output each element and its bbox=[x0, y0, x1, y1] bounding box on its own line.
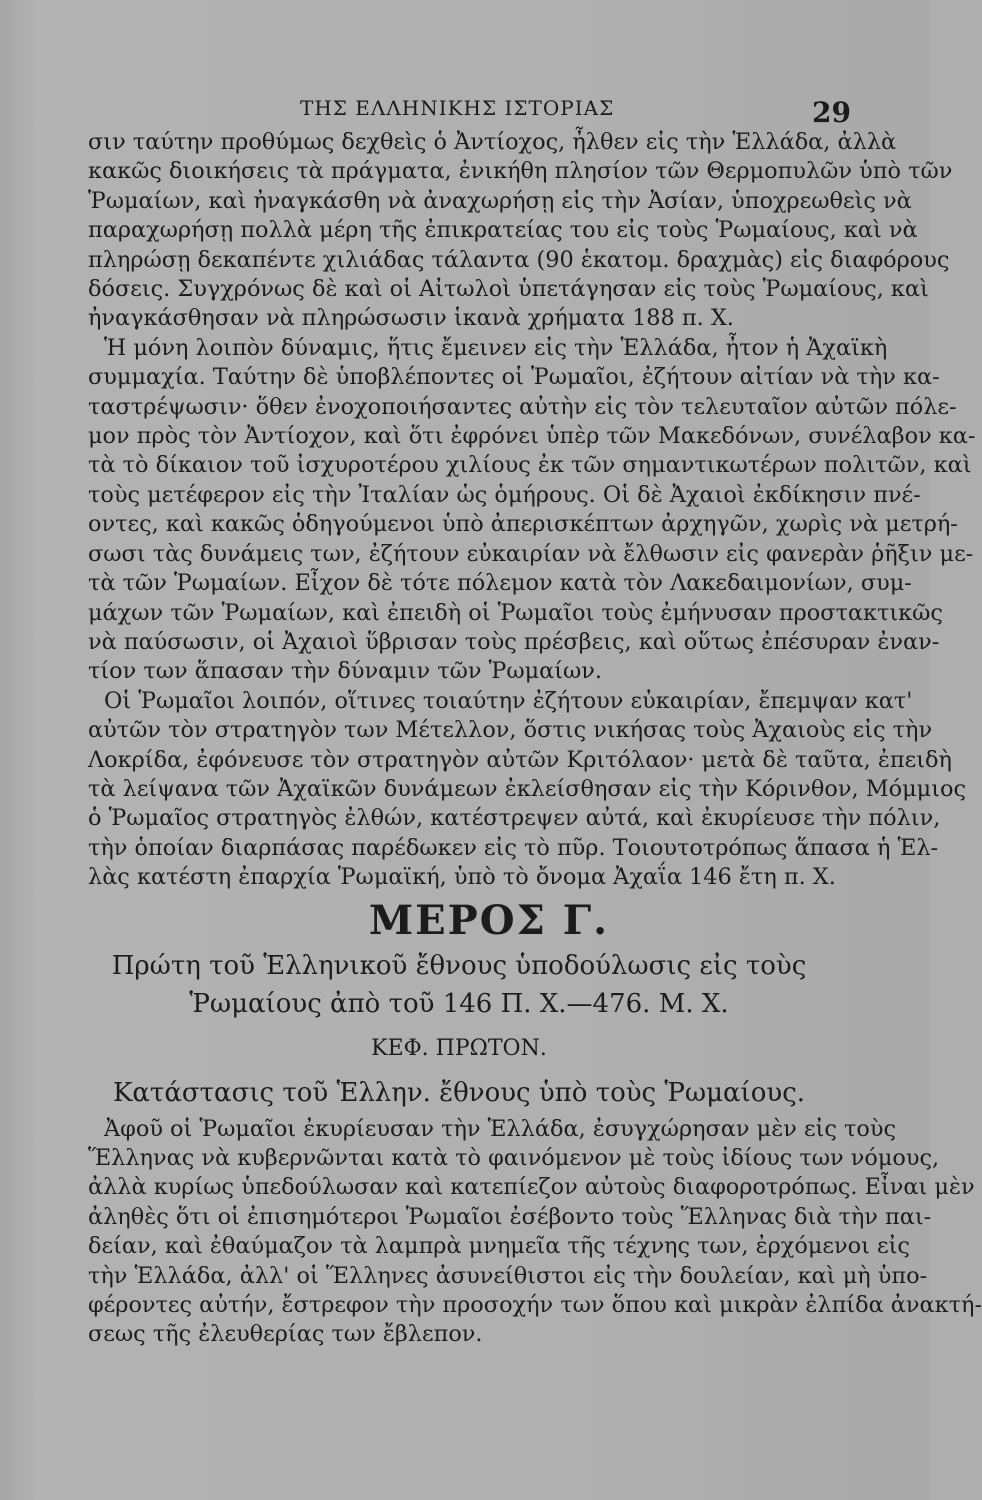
text-line: οντες, καὶ κακῶς ὁδηγούμενοι ὑπὸ ἀπερισκέπτων ἀρχηγῶν, χωρὶς νὰ μετρή- bbox=[88, 511, 958, 538]
text-line: τὰ λείψανα τῶν Ἀχαϊκῶν δυνάμεων ἐκλείσθησαν εἰς τὴν Κόρινθον, Μόμμιος bbox=[88, 775, 967, 802]
text-line: λὰς κατέστη ἐπαρχία Ῥωμαϊκή, ὑπὸ τὸ ὄνομα Ἀχαΐα 146 ἔτη π. Χ. bbox=[88, 864, 836, 891]
text-line: αὐτῶν τὸν στρατηγὸν των Μέτελλον, ὅστις νικήσας τοὺς Ἀχαιοὺς εἰς τὴν bbox=[88, 717, 933, 744]
chapter-subtitle: Κατάστασις τοῦ Ἑλλην. ἔθνους ὑπὸ τοὺς Ῥωμαίους. bbox=[112, 1077, 806, 1108]
text-line: τὰ τὸ δίκαιον τοῦ ἰσχυροτέρου χιλίους ἐκ τῶν σημαντικωτέρων πολιτῶν, καὶ bbox=[88, 452, 972, 479]
part-title: ΜΕΡΟΣ Γ. bbox=[368, 896, 610, 944]
paragraph-3 bbox=[88, 687, 967, 893]
paragraph-4 bbox=[88, 1115, 982, 1350]
text-line: Λοκρίδα, ἐφόνευσε τὸν στρατηγὸν αὐτῶν Κριτόλαον· μετὰ δὲ ταῦτα, ἐπειδὴ bbox=[88, 746, 952, 773]
text-line: σωσι τὰς δυνάμεις των, ἐζήτουν εὐκαιρίαν νὰ ἔλθωσιν εἰς φανερὰν ῥῆξιν με- bbox=[88, 540, 974, 567]
part-subtitle-line: Πρώτη τοῦ Ἑλληνικοῦ ἔθνους ὑποδούλωσις εἰς τοὺς bbox=[111, 950, 807, 981]
text-line: φέροντες αὐτήν, ἔστρεφον τὴν προσοχήν των ὅπου καὶ μικρὰν ἐλπίδα ἀνακτή- bbox=[88, 1292, 982, 1318]
text-line: ἀλλὰ κυρίως ὑπεδούλωσαν καὶ κατεπίεζον αὐτοὺς διαφοροτρόπως. Εἶναι μὲν bbox=[88, 1174, 975, 1201]
text-line: Ἀφοῦ οἱ Ῥωμαῖοι ἐκυρίευσαν τὴν Ἑλλάδα, ἐσυγχώρησαν μὲν εἰς τοὺς bbox=[104, 1115, 897, 1142]
text-line: Ἕλληνας νὰ κυβερνῶνται κατὰ τὸ φαινόμενον μὲ τοὺς ἰδίους των νόμους, bbox=[88, 1144, 940, 1171]
paragraph-1 bbox=[88, 128, 953, 334]
text-line: ἠναγκάσθησαν νὰ πληρώσωσιν ἱκανὰ χρήματα 188 π. Χ. bbox=[88, 305, 734, 332]
part-heading bbox=[88, 895, 830, 1023]
part-subtitle-line: Ῥωμαίους ἀπὸ τοῦ 146 Π. Χ.—476. Μ. Χ. bbox=[189, 988, 729, 1019]
text-line: τὴν ὁποίαν διαρπάσας παρέδωκεν εἰς τὸ πῦρ. Τοιουτοτρόπως ἅπασα ἡ Ἑλ- bbox=[88, 834, 939, 861]
text-line: τοὺς μετέφερον εἰς τὴν Ἰταλίαν ὡς ὁμήρους. Οἱ δὲ Ἀχαιοὶ ἐκδίκησιν πνέ- bbox=[88, 481, 921, 508]
page-header bbox=[0, 96, 930, 132]
text-line: τὴν Ἑλλάδα, ἀλλ' οἱ Ἕλληνες ἀσυνείθιστοι εἰς τὴν δουλείαν, καὶ μὴ ὑπο- bbox=[88, 1262, 928, 1289]
paragraph-2 bbox=[88, 334, 976, 687]
text-line: μάχων τῶν Ῥωμαίων, καὶ ἐπειδὴ οἱ Ῥωμαῖοι τοὺς ἐμήνυσαν προστακτικῶς bbox=[88, 599, 943, 626]
text-line: Ῥωμαίων, καὶ ἠναγκάσθη νὰ ἀναχωρήσῃ εἰς τὴν Ἀσίαν, ὑποχρεωθεὶς νὰ bbox=[88, 187, 912, 214]
text-line: τὰ τῶν Ῥωμαίων. Εἶχον δὲ τότε πόλεμον κατὰ τὸν Λακεδαιμονίων, συμ- bbox=[88, 570, 912, 597]
text-line: δείαν, καὶ ἐθαύμαζον τὰ λαμπρὰ μνημεῖα τῆς τέχνης των, ἐρχόμενοι εἰς bbox=[88, 1233, 910, 1260]
text-line: δόσεις. Συγχρόνως δὲ καὶ οἱ Αἰτωλοὶ ὑπετάγησαν εἰς τοὺς Ῥωμαίους, καὶ bbox=[88, 276, 929, 303]
text-line: συμμαχία. Ταύτην δὲ ὑποβλέποντες οἱ Ῥωμαῖοι, ἐζήτουν αἰτίαν νὰ τὴν κα- bbox=[88, 364, 940, 391]
text-line: νὰ παύσωσιν, οἱ Ἀχαιοὶ ὕβρισαν τοὺς πρέσβεις, καὶ οὕτως ἐπέσυραν ἐναν- bbox=[88, 628, 940, 655]
text-line: παραχωρήσῃ πολλὰ μέρη τῆς ἐπικρατείας του εἰς τοὺς Ῥωμαίους, καὶ νὰ bbox=[88, 217, 918, 244]
chapter-title: ΚΕΦ. ΠΡΩΤΟΝ. bbox=[371, 1035, 547, 1061]
text-line: σιν ταύτην προθύμως δεχθεὶς ὁ Ἀντίοχος, ἦλθεν εἰς τὴν Ἑλλάδα, ἀλλὰ bbox=[88, 129, 897, 155]
page-number: 29 bbox=[812, 96, 851, 129]
text-line: ταστρέψωσιν· ὅθεν ἐνοχοποιήσαντες αὐτὴν εἰς τὸν τελευταῖον αὐτῶν πόλε- bbox=[88, 393, 957, 420]
text-line: τίον των ἅπασαν τὴν δύναμιν τῶν Ῥωμαίων. bbox=[88, 658, 603, 685]
text-line: ὁ Ῥωμαῖος στρατηγὸς ἐλθών, κατέστρεψεν αὐτά, καὶ ἐκυρίευσε τὴν πόλιν, bbox=[88, 805, 941, 832]
chapter-heading bbox=[88, 1027, 830, 1115]
text-line: Οἱ Ῥωμαῖοι λοιπόν, οἵτινες τοιαύτην ἐζήτουν εὐκαιρίαν, ἔπεμψαν κατ' bbox=[104, 687, 913, 714]
text-line: σεως τῆς ἐλευθερίας των ἔβλεπον. bbox=[88, 1321, 483, 1348]
text-line: ἀληθὲς ὅτι οἱ ἐπισημότεροι Ῥωμαῖοι ἐσέβοντο τοὺς Ἕλληνας διὰ τὴν παι- bbox=[88, 1203, 932, 1230]
text-line: κακῶς διοικήσεις τὰ πράγματα, ἐνικήθη πλησίον τῶν Θερμοπυλῶν ὑπὸ τῶν bbox=[88, 158, 953, 185]
text-line: Ἡ μόνη λοιπὸν δύναμις, ἥτις ἔμεινεν εἰς τὴν Ἑλλάδα, ἦτον ἡ Ἀχαϊκὴ bbox=[104, 334, 888, 361]
running-title: ΤΗΣ ΕΛΛΗΝΙΚΗΣ ΙΣΤΟΡΙΑΣ bbox=[300, 96, 615, 120]
page-body bbox=[88, 128, 982, 1350]
text-line: πληρώσῃ δεκαπέντε χιλιάδας τάλαντα (90 ἑκατομ. δραχμὰς) εἰς διαφόρους bbox=[88, 246, 950, 273]
text-line: μον πρὸς τὸν Ἀντίοχον, καὶ ὅτι ἐφρόνει ὑπὲρ τῶν Μακεδόνων, συνέλαβον κα- bbox=[88, 423, 976, 450]
